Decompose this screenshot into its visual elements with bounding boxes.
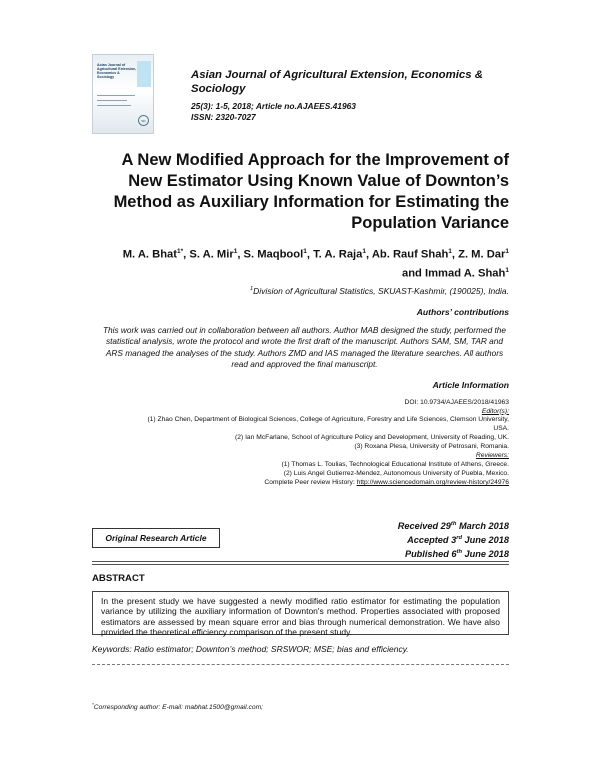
editor-line: USA. bbox=[493, 424, 509, 432]
date-published bbox=[330, 546, 509, 560]
corresponding-sup: * bbox=[92, 702, 94, 707]
reviewer-line: (1) Thomas L. Toulias, Technological Educational Institute of Athens, Greece. bbox=[281, 461, 509, 468]
article-info-heading: Article Information bbox=[432, 380, 509, 390]
divider bbox=[92, 664, 509, 665]
reviewers-label: Reviewers: bbox=[475, 452, 509, 459]
date-text: June 2018 bbox=[462, 549, 509, 560]
contributions-text: This work was carried out in collaboration between all authors. Author MAB designed the study, performed the statistical analysis, wrote the protocol and wrote the first draft of the manuscript. Authors SAM, SM, TAR and ARS managed the analyses of the study. Authors ZMD and IAS managed the literature searches. All authors read and approved the final manuscript. bbox=[102, 325, 507, 369]
author: Z. M. Dar bbox=[458, 248, 506, 261]
date-sup: th bbox=[450, 521, 457, 527]
review-history-link[interactable]: http://www.sciencedomain.org/review-history/24976 bbox=[356, 479, 509, 486]
author-sup: 1 bbox=[303, 248, 307, 255]
date-sup: th bbox=[456, 549, 462, 556]
author-sup: 1 bbox=[362, 248, 367, 255]
corresponding-author bbox=[92, 701, 263, 712]
date-sup: rd bbox=[456, 535, 462, 542]
author-sup: 1* bbox=[176, 248, 184, 255]
author: S. Maqbool bbox=[243, 248, 304, 261]
corresponding-text: Corresponding author: E-mail: mabhat.1500@gmail.com; bbox=[93, 704, 263, 712]
editor-line: (2) Ian McFarlane, School of Agriculture Policy and Development, University of Reading, UK. bbox=[235, 434, 509, 441]
article-type-box: Original Research Article bbox=[92, 528, 220, 548]
journal-name: Asian Journal of Agricultural Extension, Economics & Sociology bbox=[191, 69, 483, 95]
author: T. A. Raja bbox=[313, 248, 363, 261]
divider bbox=[92, 561, 509, 562]
cover-line bbox=[97, 100, 127, 101]
cover-line bbox=[97, 95, 135, 96]
cover-line bbox=[97, 105, 131, 106]
editor-line: (1) Zhao Chen, Department of Biological Sciences, College of Agriculture, Forestry and Life Sciences, Clemson University, bbox=[147, 416, 509, 423]
date-text: March 2018 bbox=[456, 521, 509, 532]
editor-line: (3) Roxana Plesa, University of Petrosani, Romania. bbox=[354, 443, 509, 450]
author-sup: 1 bbox=[505, 248, 509, 255]
affiliation bbox=[180, 284, 509, 297]
date-received bbox=[330, 518, 509, 532]
doi[interactable]: DOI: 10.9734/AJAEES/2018/41963 bbox=[404, 399, 509, 406]
review-history bbox=[92, 479, 509, 487]
review-history-label: Complete Peer review History: bbox=[264, 479, 357, 486]
affiliation-text: Division of Agricultural Statistics, SKUAST-Kashmir, (190025), India. bbox=[253, 285, 509, 296]
volume-info: 25(3): 1-5, 2018; Article no.AJAEES.41963 bbox=[191, 101, 356, 111]
reviewer-line: (2) Luis Angel Gutierrez-Mendez, Autonomous University of Puebla, Mexico. bbox=[283, 470, 509, 477]
author: Ab. Rauf Shah bbox=[371, 248, 449, 261]
dates-block bbox=[330, 518, 509, 560]
author-list: M. A. Bhat$^{1*}$, S. A. Mir$^1$, S. Maqbool$^1$, T. A. Raja$^1$, Ab. Rauf Shah$^1$, Z. M. Dar$^1$ and Immad A. Shah$^1$ bbox=[122, 248, 509, 280]
affiliation-sup: 1 bbox=[250, 286, 254, 292]
keywords: Keywords: Ratio estimator; Downton’s method; SRSWOR; MSE; bias and efficiency. bbox=[92, 644, 409, 654]
author: Immad A. Shah bbox=[424, 267, 506, 280]
author-sup: 1 bbox=[448, 248, 452, 255]
cover-seal: SD bbox=[138, 115, 149, 126]
divider bbox=[92, 564, 509, 565]
date-text: Published 6 bbox=[404, 549, 457, 560]
contributions-heading: Authors’ contributions bbox=[416, 307, 509, 317]
cover-accent-bar bbox=[137, 61, 151, 87]
date-text: Received 29 bbox=[397, 521, 451, 532]
abstract-heading: ABSTRACT bbox=[92, 573, 145, 584]
paper-title: A New Modified Approach for the Improvement of New Estimator Using Known Value of Downton’s Method as Auxiliary Information for Estimating the Population Variance bbox=[113, 151, 509, 232]
date-accepted bbox=[330, 532, 509, 546]
author: S. A. Mir bbox=[189, 248, 234, 261]
date-text: Accepted 3 bbox=[407, 535, 457, 546]
author-sup: 1 bbox=[233, 248, 238, 255]
author: M. A. Bhat bbox=[122, 248, 177, 261]
editors-label: Editor(s): bbox=[481, 407, 509, 415]
abstract-text: In the present study we have suggested a newly modified ratio estimator for estimating the population variance by utilizing the auxiliary information of Downton's method. Properties associated with proposed estimators are assessed by mean square error and bias through numerical demonstration. We have also provided the theoretical efficiency comparison of the present study. bbox=[92, 591, 509, 635]
issn: ISSN: 2320-7027 bbox=[191, 112, 256, 122]
cover-title: Asian Journal of Agricultural Extension, Economics & Sociology bbox=[97, 63, 137, 79]
author-sup: 1 bbox=[505, 266, 509, 274]
date-text: June 2018 bbox=[462, 535, 509, 546]
journal-cover-image bbox=[92, 54, 154, 134]
